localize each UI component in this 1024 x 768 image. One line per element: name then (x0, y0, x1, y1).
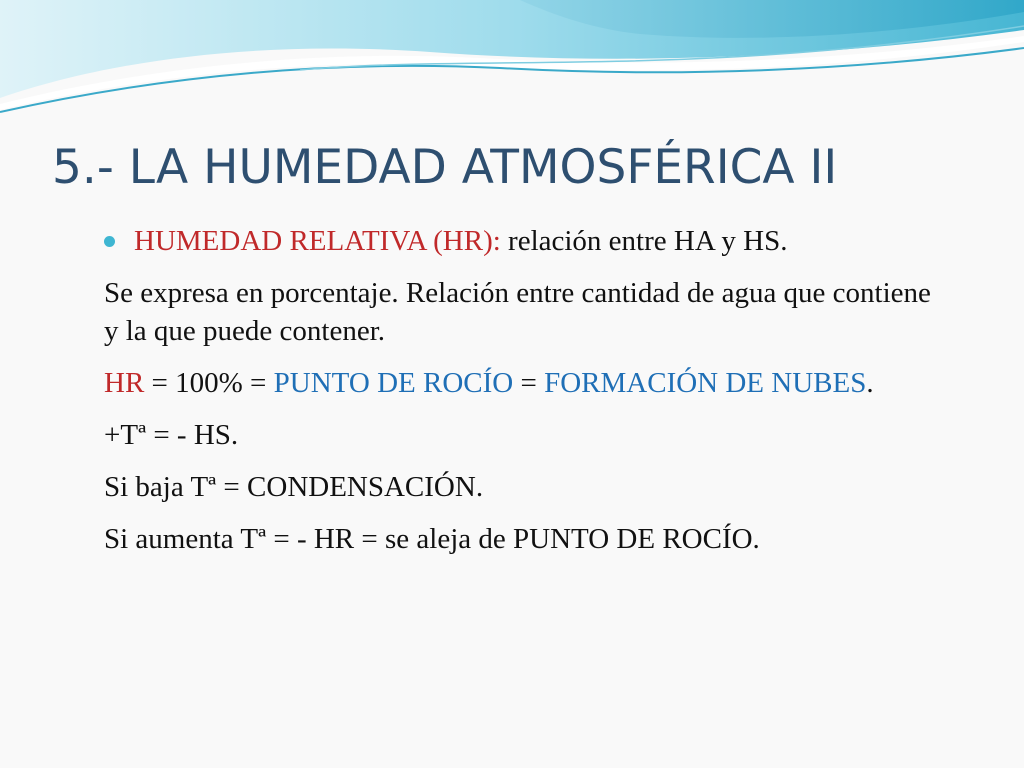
definition-text: relación entre HA y HS. (500, 225, 788, 257)
term-formacion-de-nubes: FORMACIÓN DE NUBES (544, 367, 867, 399)
paragraph-condensacion: Si baja Tª = CONDENSACIÓN. (104, 471, 484, 503)
period-text: . (866, 367, 874, 399)
paragraph-temperatura-hs: +Tª = - HS. (104, 419, 239, 451)
bullet-humedad-relativa (104, 222, 934, 260)
equals-text-1: = 100% = (144, 367, 274, 399)
slide-body (104, 222, 934, 572)
header-wave-decoration (0, 0, 1024, 120)
term-punto-de-rocio: PUNTO DE ROCÍO (273, 367, 514, 399)
paragraph-aleja-rocio: Si aumenta Tª = - HR = se aleja de PUNTO DE ROCÍO. (104, 523, 760, 555)
slide-title: 5.- LA HUMEDAD ATMOSFÉRICA II (52, 140, 838, 195)
term-humedad-relativa: HUMEDAD RELATIVA (HR): (134, 225, 501, 257)
term-hr: HR (104, 367, 145, 399)
paragraph-porcentaje: Se expresa en porcentaje. Relación entre cantidad de agua que contiene y la que puede contener. (104, 277, 931, 347)
paragraph-punto-rocio (104, 364, 934, 402)
equals-text-2: = (513, 367, 545, 399)
bullet-dot-icon (104, 236, 115, 247)
